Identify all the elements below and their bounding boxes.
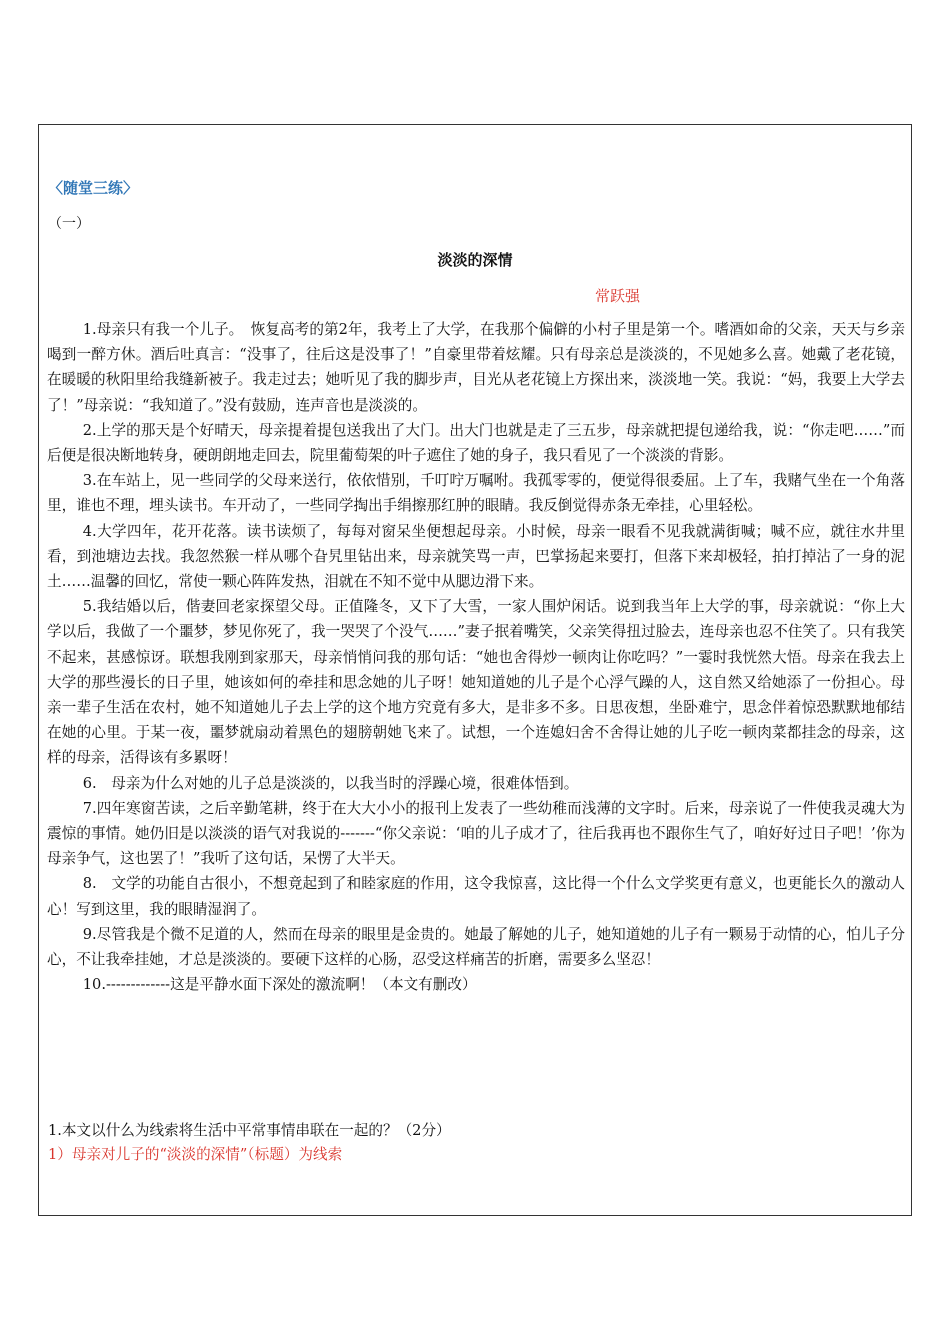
paragraph-1: 1.母亲只有我一个儿子。 恢复高考的第2年，我考上了大学，在我那个偏僻的小村子里是第一个。嗜酒如命的父亲，天天与乡亲喝到一醉方休。酒后吐真言：“没事了，往后这是没事了！”自豪里带着炫耀。只有母亲总是淡淡的，不见她多么喜。她戴了老花镜，在暖暖的秋阳里给我缝新被子。我走过去；她听见了我的脚步声，目光从老花镜上方探出来，淡淡地一笑。我说：“妈，我要上大学去了！”母亲说：“我知道了。”没有鼓励，连声音也是淡淡的。 (47, 321, 905, 414)
worksheet-frame (38, 124, 912, 1216)
paragraph-7: 7.四年寒窗苦读，之后辛勤笔耕，终于在大大小小的报刊上发表了一些幼稚而浅薄的文字时。后来，母亲说了一件使我灵魂大为震惊的事情。她仍旧是以淡淡的语气对我说的-------“你父亲说：‘咱的儿子成才了，往后我再也不跟你生气了，咱好好过日子吧！’你为母亲争气，这也罢了！”我听了这句话，呆愣了大半天。 (47, 799, 905, 868)
answer-1: 1）母亲对儿子的“淡淡的深情”（标题）为线索 (48, 1146, 343, 1163)
paragraph-6: 6. 母亲为什么对她的儿子总是淡淡的，以我当时的浮躁心境，很难体悟到。 (82, 774, 579, 792)
section-title: 〈随堂三练〉 (48, 179, 139, 197)
paragraph-4: 4.大学四年，花开花落。读书读烦了，每每对窗呆坐便想起母亲。小时候，母亲一眼看不见我就满街喊；喊不应，就往水井里看，到池塘边去找。我忽然猴一样从哪个旮旯里钻出来，母亲就笑骂一声，巴掌扬起来要打，但落下来却极轻，拍打掉沾了一身的泥土……温馨的回忆，常使一颗心阵阵发热，泪就在不知不觉中从腮边滑下来。 (47, 522, 905, 591)
part-label: （一） (48, 216, 90, 232)
article-body (47, 317, 905, 997)
paragraph-8: 8. 文学的功能自古很小，不想竟起到了和睦家庭的作用，这令我惊喜，这比得一个什么文学奖更有意义，也更能长久的激动人心！写到这里，我的眼睛湿润了。 (47, 875, 905, 918)
article-title: 淡淡的深情 (437, 251, 513, 269)
paragraph-5: 5.我结婚以后，偕妻回老家探望父母。正值隆冬，又下了大雪，一家人围炉闲话。说到我当年上大学的事，母亲就说：“你上大学以后，我做了一个噩梦，梦见你死了，我一哭哭了个没气……”妻子抿着嘴笑，父亲笑得扭过脸去，连母亲也忍不住笑了。只有我笑不起来，甚感惊讶。联想我刚到家那天，母亲悄悄问我的那句话：“她也舍得炒一顿肉让你吃吗？”一霎时我恍然大悟。母亲在我去上大学的那些漫长的日子里，她该如何的牵挂和思念她的儿子呀！她知道她的儿子是个心浮气躁的人，这自然又给她添了一份担心。母亲一辈子生活在农村，她不知道她儿子去上学的这个地方究竟有多大，是非多不多。日思夜想，坐卧难宁，思念伴着惊恐默默地郁结在她的心里。于某一夜，噩梦就扇动着黑色的翅膀朝她飞来了。试想，一个连媳妇舍不舍得让她的儿子吃一顿肉菜都挂念的母亲，这样的母亲，活得该有多累呀！ (47, 598, 905, 767)
article-author: 常跃强 (595, 287, 641, 305)
paragraph-2: 2.上学的那天是个好晴天，母亲提着提包送我出了大门。出大门也就是走了三五步，母亲就把提包递给我，说：“你走吧……”而后便是很决断地转身，硬朗朗地走回去，院里葡萄架的叶子遮住了她的身子，我只看见了一个淡淡的背影。 (47, 421, 905, 465)
paragraph-9: 9.尽管我是个微不足道的人，然而在母亲的眼里是金贵的。她最了解她的儿子，她知道她的儿子有一颗易于动情的心，怕儿子分心，不让我牵挂她，才总是淡淡的。要硬下这样的心肠，忍受这样痛苦的折磨，需要多么坚忍！ (47, 925, 905, 969)
paragraph-10: 10.-------------这是平静水面下深处的激流啊！（本文有删改） (82, 976, 477, 994)
question-1: 1.本文以什么为线索将生活中平常事情串联在一起的？（2分） (48, 1122, 451, 1139)
paragraph-3: 3.在车站上，见一些同学的父母来送行，依依惜别，千叮咛万嘱咐。我孤零零的，便觉得很委屈。上了车，我赌气坐在一个角落里，谁也不理，埋头读书。车开动了，一些同学掏出手绢擦那红肿的眼睛。我反倒觉得赤条无牵挂，心里轻松。 (47, 472, 905, 515)
